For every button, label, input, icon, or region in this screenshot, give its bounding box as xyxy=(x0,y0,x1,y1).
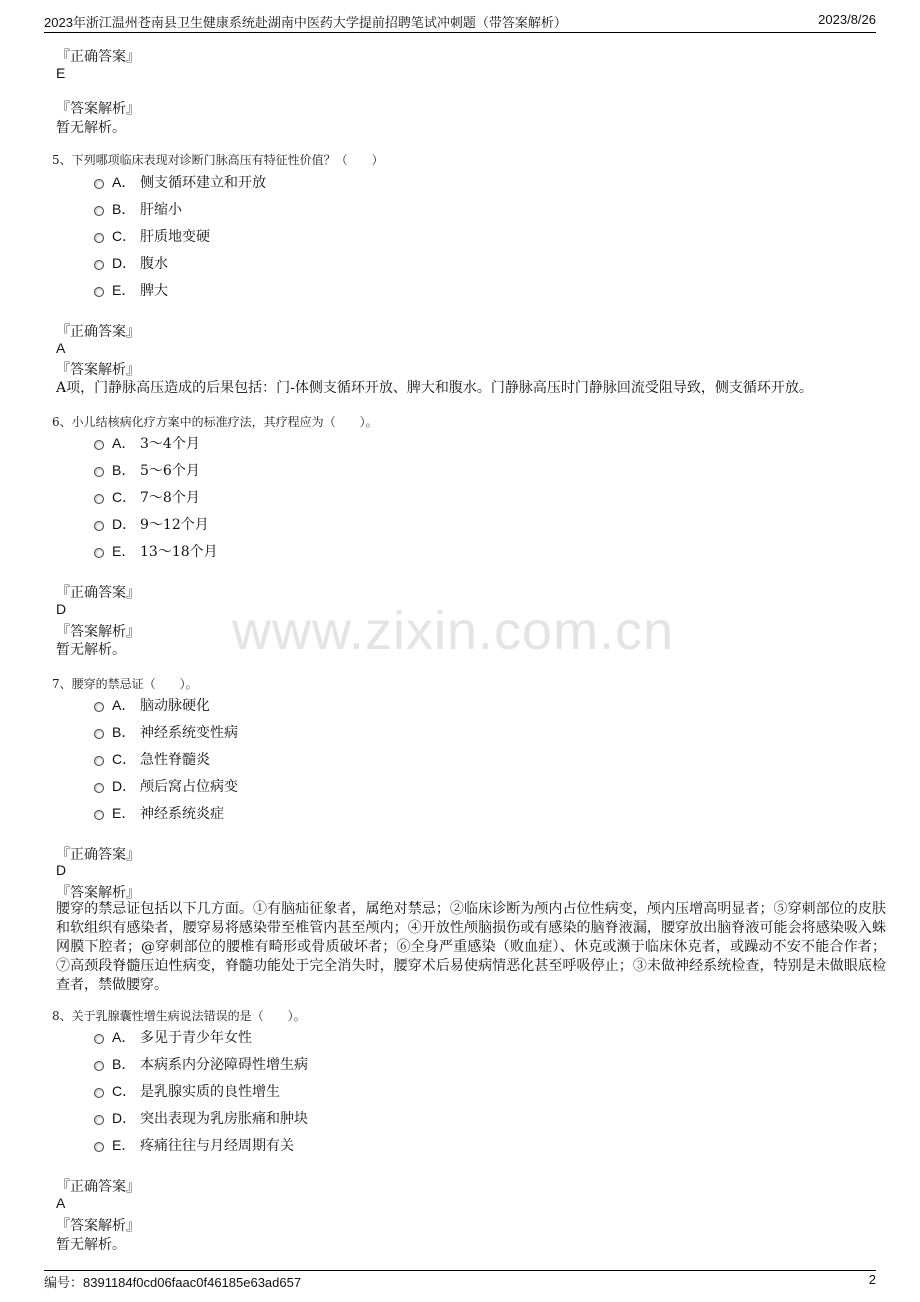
correct-answer: A xyxy=(56,340,66,356)
option-d[interactable]: D． 突出表现为乳房胀痛和肿块 xyxy=(94,1108,308,1128)
radio-icon[interactable] xyxy=(94,287,104,297)
correct-answer: D xyxy=(56,862,67,878)
question-8: 8、关于乳腺囊性增生病说法错误的是（ ）。 xyxy=(52,1009,306,1023)
radio-icon[interactable] xyxy=(94,1034,104,1044)
radio-icon[interactable] xyxy=(94,1061,104,1071)
correct-answer: A xyxy=(56,1195,66,1211)
question-5: 5、下列哪项临床表现对诊断门脉高压有特征性价值？（ ） xyxy=(52,153,384,167)
option-b[interactable]: B． 本病系内分泌障碍性增生病 xyxy=(94,1054,308,1074)
radio-icon[interactable] xyxy=(94,702,104,712)
page-footer xyxy=(44,1270,876,1291)
option-e[interactable]: E． 13～18个月 xyxy=(94,541,218,561)
radio-icon[interactable] xyxy=(94,179,104,189)
option-d[interactable]: D． 9～12个月 xyxy=(94,514,209,534)
correct-answer: E xyxy=(56,65,66,81)
radio-icon[interactable] xyxy=(94,521,104,531)
radio-icon[interactable] xyxy=(94,756,104,766)
answer-label: 『正确答案』 xyxy=(56,1179,140,1195)
radio-icon[interactable] xyxy=(94,729,104,739)
answer-label: 『正确答案』 xyxy=(56,847,140,863)
question-7: 7、腰穿的禁忌证（ ）。 xyxy=(52,677,198,691)
analysis-text: A项，门静脉高压造成的后果包括：门-体侧支循环开放、脾大和腹水。门静脉高压时门静脉回流受阻导致，侧支循环开放。 xyxy=(56,380,813,396)
option-b[interactable]: B． 神经系统变性病 xyxy=(94,722,238,742)
option-d[interactable]: D． 腹水 xyxy=(94,253,168,273)
analysis-text: 暂无解析。 xyxy=(56,120,126,136)
radio-icon[interactable] xyxy=(94,810,104,820)
answer-label: 『正确答案』 xyxy=(56,324,140,340)
option-a[interactable]: A． 脑动脉硬化 xyxy=(94,695,210,715)
radio-icon[interactable] xyxy=(94,440,104,450)
answer-label: 『正确答案』 xyxy=(56,49,140,65)
question-6: 6、小儿结核病化疗方案中的标准疗法，其疗程应为（ ）。 xyxy=(52,415,378,429)
analysis-text: 腰穿的禁忌证包括以下几方面。①有脑疝征象者，属绝对禁忌；②临床诊断为颅内占位性病变，颅内压增高明显者；⑤穿刺部位的皮肤和软组织有感染者，腰穿易将感染带至椎管内甚至颅内；④开放性颅脑损伤或有感染的脑脊液漏，腰穿放出脑脊液可能会将感染吸入蛛网膜下腔者；@穿刺部位的腰椎有畸形或骨质破坏者；⑥全身严重感染（败血症）、休克或濒于临床休克者，或躁动不安不能合作者；⑦高颈段脊髓压迫性病变，脊髓功能处于完全消失时，腰穿术后易使病情恶化甚至呼吸停止；③未做神经系统检查，特别是未做眼底检查者，禁做腰穿。 xyxy=(56,901,886,993)
option-b[interactable]: B． 5～6个月 xyxy=(94,460,200,480)
option-e[interactable]: E． 脾大 xyxy=(94,280,168,300)
option-c[interactable]: C． 肝质地变硬 xyxy=(94,226,210,246)
document-date: 2023/8/26 xyxy=(818,12,876,27)
radio-icon[interactable] xyxy=(94,206,104,216)
analysis-label: 『答案解析』 xyxy=(56,1218,140,1234)
correct-answer: D xyxy=(56,601,67,617)
document-title: 2023年浙江温州苍南县卫生健康系统赴湖南中医药大学提前招聘笔试冲刺题（带答案解析） xyxy=(44,15,567,30)
analysis-text: 暂无解析。 xyxy=(56,1237,126,1253)
radio-icon[interactable] xyxy=(94,467,104,477)
option-e[interactable]: E． 疼痛往往与月经周期有关 xyxy=(94,1135,294,1155)
radio-icon[interactable] xyxy=(94,494,104,504)
answer-label: 『正确答案』 xyxy=(56,585,140,601)
analysis-text: 暂无解析。 xyxy=(56,642,126,658)
page-header xyxy=(44,12,876,33)
option-a[interactable]: A． 多见于青少年女性 xyxy=(94,1027,252,1047)
radio-icon[interactable] xyxy=(94,548,104,558)
analysis-label: 『答案解析』 xyxy=(56,624,140,640)
option-c[interactable]: C． 7～8个月 xyxy=(94,487,200,507)
option-c[interactable]: C． 是乳腺实质的良性增生 xyxy=(94,1081,280,1101)
option-e[interactable]: E． 神经系统炎症 xyxy=(94,803,224,823)
option-b[interactable]: B． 肝缩小 xyxy=(94,199,182,219)
radio-icon[interactable] xyxy=(94,783,104,793)
radio-icon[interactable] xyxy=(94,1142,104,1152)
watermark: www.zixin.com.cn xyxy=(232,601,675,661)
radio-icon[interactable] xyxy=(94,260,104,270)
option-c[interactable]: C． 急性脊髓炎 xyxy=(94,749,210,769)
option-d[interactable]: D． 颅后窝占位病变 xyxy=(94,776,238,796)
analysis-label: 『答案解析』 xyxy=(56,885,140,901)
radio-icon[interactable] xyxy=(94,1115,104,1125)
option-a[interactable]: A． 3～4个月 xyxy=(94,433,200,453)
document-id: 编号：8391184f0cd06faac0f46185e63ad657 xyxy=(44,1275,302,1290)
radio-icon[interactable] xyxy=(94,233,104,243)
radio-icon[interactable] xyxy=(94,1088,104,1098)
analysis-label: 『答案解析』 xyxy=(56,362,140,378)
analysis-label: 『答案解析』 xyxy=(56,101,140,117)
page-number: 2 xyxy=(868,1272,876,1287)
option-a[interactable]: A． 侧支循环建立和开放 xyxy=(94,172,266,192)
